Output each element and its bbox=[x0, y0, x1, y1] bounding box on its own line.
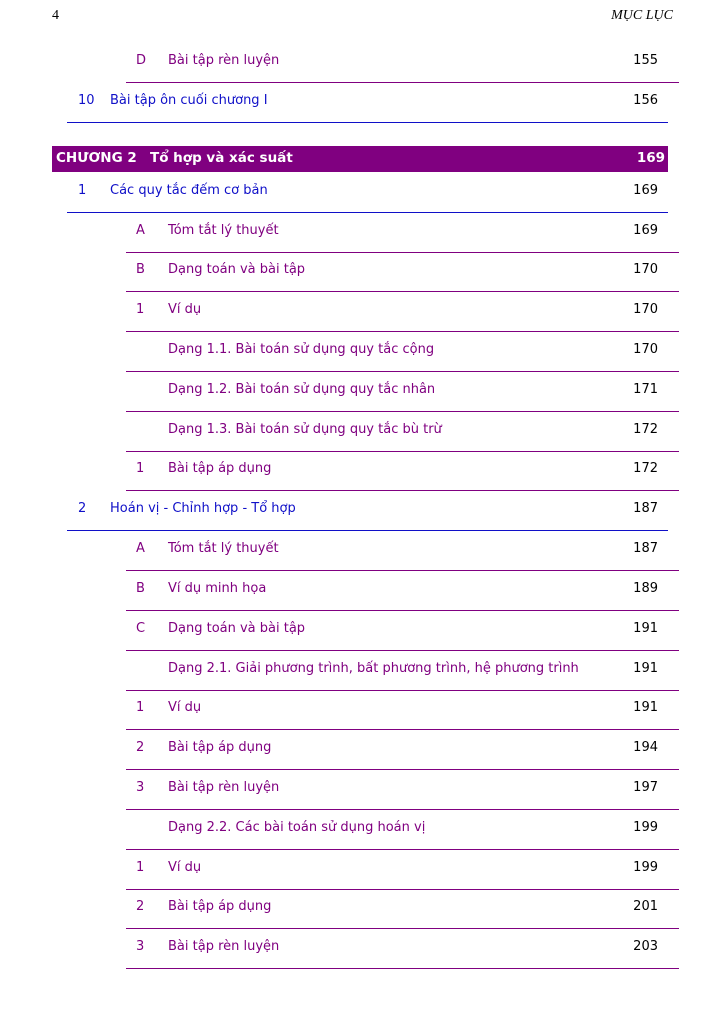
toc-entry[interactable] bbox=[0, 420, 725, 440]
entry-divider bbox=[126, 968, 679, 969]
entry-divider bbox=[126, 490, 679, 491]
toc-entry-label: Dạng 1.2. Bài toán sử dụng quy tắc nhân bbox=[168, 382, 436, 397]
toc-entry-page: 171 bbox=[633, 382, 658, 397]
toc-entry-label: Bài tập áp dụng bbox=[168, 740, 272, 755]
toc-entry-label: Dạng 2.2. Các bài toán sử dụng hoán vị bbox=[168, 820, 426, 835]
toc-entry-number: 3 bbox=[136, 780, 145, 795]
toc-entry[interactable] bbox=[0, 659, 725, 679]
toc-entry[interactable] bbox=[0, 300, 725, 320]
toc-entry[interactable] bbox=[0, 619, 725, 639]
section-label: Bài tập ôn cuối chương I bbox=[110, 93, 268, 108]
toc-entry-number: A bbox=[136, 541, 145, 556]
toc-entry-label: Dạng toán và bài tập bbox=[168, 262, 306, 277]
running-header-title: MỤC LỤC bbox=[611, 8, 673, 23]
entry-divider bbox=[126, 729, 679, 730]
entry-divider bbox=[126, 291, 679, 292]
toc-entry-number: 1 bbox=[136, 461, 145, 476]
toc-entry-page: 197 bbox=[633, 780, 658, 795]
section-page: 156 bbox=[633, 93, 658, 108]
toc-entry-number: 3 bbox=[136, 939, 145, 954]
toc-entry[interactable] bbox=[0, 897, 725, 917]
chapter-heading[interactable] bbox=[52, 146, 668, 172]
toc-entry-page: 194 bbox=[633, 740, 658, 755]
toc-entry[interactable] bbox=[0, 380, 725, 400]
entry-divider bbox=[126, 82, 679, 83]
toc-entry-number: 2 bbox=[136, 899, 145, 914]
toc-entry-label: Dạng 1.1. Bài toán sử dụng quy tắc cộng bbox=[168, 342, 435, 357]
entry-divider bbox=[126, 849, 679, 850]
entry-divider bbox=[126, 570, 679, 571]
toc-entry[interactable] bbox=[0, 698, 725, 718]
entry-divider bbox=[126, 411, 679, 412]
section-divider bbox=[67, 212, 668, 213]
toc-entry-label: Bài tập áp dụng bbox=[168, 899, 272, 914]
toc-entry-page: 199 bbox=[633, 820, 658, 835]
toc-entry-page: 172 bbox=[633, 461, 658, 476]
toc-entry-number: 1 bbox=[136, 860, 145, 875]
section-label: Các quy tắc đếm cơ bản bbox=[110, 183, 268, 198]
section-number: 2 bbox=[78, 501, 87, 516]
toc-entry-label: Ví dụ bbox=[168, 860, 202, 875]
toc-entry-label: Bài tập rèn luyện bbox=[168, 939, 280, 954]
entry-divider bbox=[126, 889, 679, 890]
section-number: 10 bbox=[78, 93, 95, 108]
toc-entry[interactable] bbox=[0, 340, 725, 360]
section-label: Hoán vị - Chỉnh hợp - Tổ hợp bbox=[110, 501, 296, 516]
entry-divider bbox=[126, 809, 679, 810]
toc-entry-page: 187 bbox=[633, 541, 658, 556]
toc-entry-label: Ví dụ bbox=[168, 302, 202, 317]
toc-entry[interactable] bbox=[0, 539, 725, 559]
entry-divider bbox=[126, 769, 679, 770]
toc-entry-number: 1 bbox=[136, 700, 145, 715]
toc-entry-number: 1 bbox=[136, 302, 145, 317]
entry-divider bbox=[126, 690, 679, 691]
entry-divider bbox=[126, 371, 679, 372]
toc-entry-page: 170 bbox=[633, 302, 658, 317]
entry-divider bbox=[126, 451, 679, 452]
toc-entry[interactable] bbox=[0, 51, 725, 71]
toc-entry-label: Tóm tắt lý thuyết bbox=[168, 223, 279, 238]
toc-entry-page: 170 bbox=[633, 342, 658, 357]
toc-entry[interactable] bbox=[0, 858, 725, 878]
toc-entry-page: 191 bbox=[633, 621, 658, 636]
toc-entry-label: Bài tập rèn luyện bbox=[168, 780, 280, 795]
toc-entry[interactable] bbox=[0, 579, 725, 599]
section-divider bbox=[67, 122, 668, 123]
section-page: 187 bbox=[633, 501, 658, 516]
chapter-label: CHƯƠNG 2 bbox=[56, 150, 137, 166]
entry-divider bbox=[126, 928, 679, 929]
toc-entry-label: Ví dụ bbox=[168, 700, 202, 715]
toc-entry-number: B bbox=[136, 581, 145, 596]
toc-entry-label: Dạng toán và bài tập bbox=[168, 621, 306, 636]
toc-section-1[interactable] bbox=[0, 181, 725, 201]
page-number: 4 bbox=[52, 8, 59, 23]
toc-entry-number: C bbox=[136, 621, 146, 636]
chapter-title: Tổ hợp và xác suất bbox=[150, 150, 293, 166]
toc-entry-page: 199 bbox=[633, 860, 658, 875]
toc-entry-page: 170 bbox=[633, 262, 658, 277]
chapter-page: 169 bbox=[636, 150, 665, 166]
entry-divider bbox=[126, 650, 679, 651]
toc-entry-number: B bbox=[136, 262, 145, 277]
toc-entry-label: Ví dụ minh họa bbox=[168, 581, 267, 596]
toc-entry-page: 189 bbox=[633, 581, 658, 596]
toc-entry-label: Bài tập áp dụng bbox=[168, 461, 272, 476]
toc-entry[interactable] bbox=[0, 738, 725, 758]
toc-entry-page: 191 bbox=[633, 661, 658, 676]
toc-section-10[interactable] bbox=[0, 91, 725, 111]
toc-section-2[interactable] bbox=[0, 499, 725, 519]
toc-entry-number: 2 bbox=[136, 740, 145, 755]
toc-entry-label: Bài tập rèn luyện bbox=[168, 53, 280, 68]
toc-entry[interactable] bbox=[0, 221, 725, 241]
section-number: 1 bbox=[78, 183, 87, 198]
toc-entry-number: A bbox=[136, 223, 145, 238]
toc-entry[interactable] bbox=[0, 778, 725, 798]
toc-entry-page: 172 bbox=[633, 422, 658, 437]
section-page: 169 bbox=[633, 183, 658, 198]
entry-divider bbox=[126, 610, 679, 611]
toc-entry-label: Dạng 2.1. Giải phương trình, bất phương trình, hệ phương trình bbox=[168, 661, 579, 676]
toc-entry[interactable] bbox=[0, 937, 725, 957]
section-divider bbox=[67, 530, 668, 531]
toc-entry-label: Dạng 1.3. Bài toán sử dụng quy tắc bù trừ bbox=[168, 422, 442, 437]
toc-entry-number: D bbox=[136, 53, 147, 68]
toc-entry-page: 155 bbox=[633, 53, 658, 68]
toc-entry[interactable] bbox=[0, 459, 725, 479]
toc-entry-page: 203 bbox=[633, 939, 658, 954]
toc-entry[interactable] bbox=[0, 260, 725, 280]
toc-entry-page: 169 bbox=[633, 223, 658, 238]
toc-entry-page: 191 bbox=[633, 700, 658, 715]
entry-divider bbox=[126, 331, 679, 332]
toc-entry-label: Tóm tắt lý thuyết bbox=[168, 541, 279, 556]
toc-entry-page: 201 bbox=[633, 899, 658, 914]
toc-entry[interactable] bbox=[0, 818, 725, 838]
entry-divider bbox=[126, 252, 679, 253]
